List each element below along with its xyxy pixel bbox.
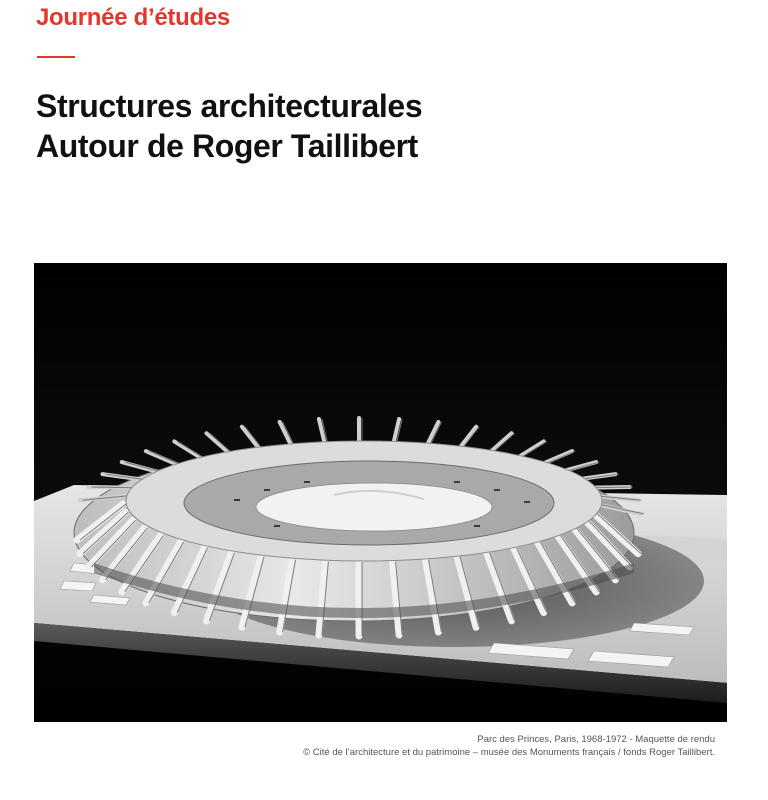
page-title xyxy=(36,86,422,166)
caption-line-1: Parc des Princes, Paris, 1968-1972 - Maquette de rendu xyxy=(477,734,715,745)
caption-line-2: © Cité de l’architecture et du patrimoine – musée des Monuments français / fonds Roger Taillibert. xyxy=(303,747,715,758)
title-line-2: Autour de Roger Taillibert xyxy=(36,128,418,164)
title-line-1: Structures architecturales xyxy=(36,88,423,124)
stadium-model-photo xyxy=(34,263,727,722)
photo-caption xyxy=(303,733,715,759)
accent-rule xyxy=(37,56,75,58)
event-kicker: Journée d’études xyxy=(36,4,230,31)
buttress-rib-edge xyxy=(91,487,135,488)
stadium-model-illustration xyxy=(34,263,727,722)
